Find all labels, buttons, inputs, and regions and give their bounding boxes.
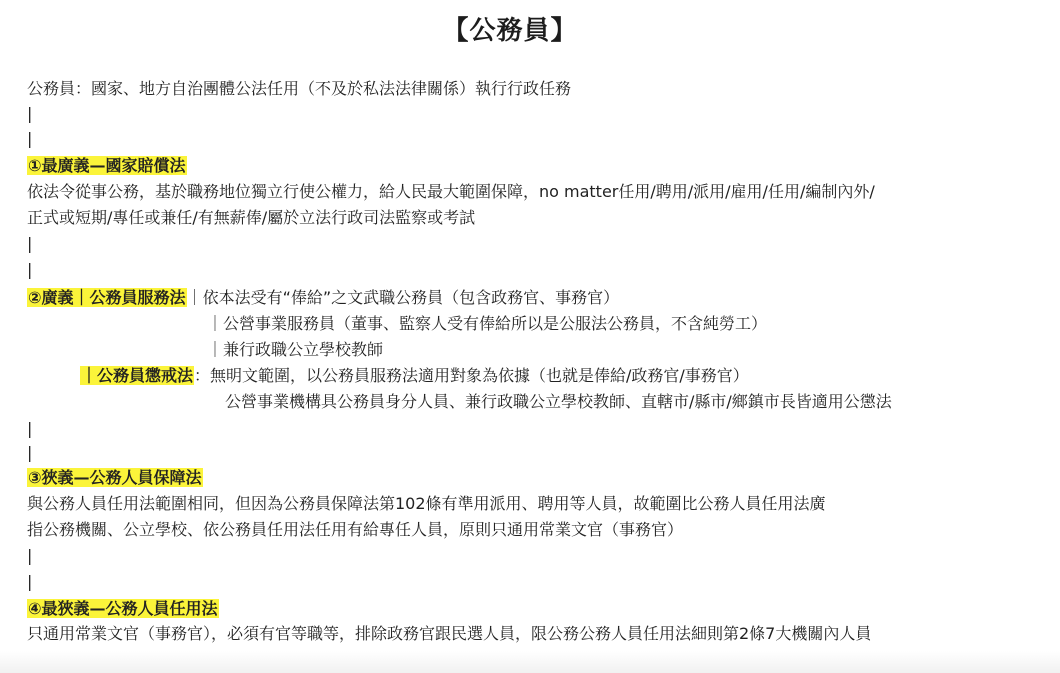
section-heading bbox=[27, 466, 203, 490]
connector-line: | bbox=[27, 129, 33, 148]
section-4-text: 只通用常業文官（事務官），必須有官等職等，排除政務官跟民選人員，限公務公務人員任用法細則第2條7大機關內人員 bbox=[27, 624, 872, 643]
connector-line: | bbox=[27, 260, 33, 279]
section-2-sub-heading: ｜公務員懲戒法 bbox=[81, 366, 194, 385]
intro-text: 公務員：國家、地方自治團體公法任用（不及於私法法律關係）執行行政任務 bbox=[27, 79, 572, 98]
connector-line: | bbox=[27, 234, 33, 253]
section-4-heading: ④最狹義—公務人員任用法 bbox=[28, 599, 218, 618]
section-2-text: ｜依本法受有“俸給”之文武職公務員（包含政務官、事務官） bbox=[186, 288, 620, 307]
section-3-heading: ③狹義—公務人員保障法 bbox=[28, 468, 202, 487]
connector-line: | bbox=[27, 546, 33, 565]
section-2-text: ｜兼行政職公立學校教師 bbox=[207, 340, 384, 359]
section-1-text: 依法令從事公務，基於職務地位獨立行使公權力，給人民最大範圍保障，no matter任用/聘用/派用/雇用/任用/編制內外/ bbox=[27, 182, 875, 201]
section-2-sub-text: ：無明文範圍，以公務員服務法適用對象為依據（也就是俸給/政務官/事務官） bbox=[194, 366, 749, 385]
connector-line: | bbox=[27, 104, 33, 123]
connector-line: | bbox=[27, 572, 33, 591]
connector-line: | bbox=[27, 419, 33, 438]
page-title: 【公務員】 bbox=[442, 16, 578, 46]
section-2-row bbox=[27, 286, 619, 310]
section-3-text: 指公務機關、公立學校、依公務員任用法任用有給專任人員，原則只通用常業文官（事務官） bbox=[27, 520, 684, 539]
section-1-text: 正式或短期/專任或兼任/有無薪俸/屬於立法行政司法監察或考試 bbox=[27, 208, 476, 227]
section-2-text: ｜公營事業服務員（董事、監察人受有俸給所以是公服法公務員，不含純勞工） bbox=[207, 314, 768, 333]
section-1-heading: ①最廣義—國家賠償法 bbox=[28, 156, 186, 175]
section-2-heading: ②廣義｜公務員服務法 bbox=[28, 288, 186, 307]
section-2-sub-row bbox=[80, 364, 749, 388]
connector-line: | bbox=[27, 443, 33, 462]
bottom-fade bbox=[0, 651, 1060, 673]
section-2-sub-text: 公營事業機構具公務員身分人員、兼行政職公立學校教師、直轄市/縣市/鄉鎮市長皆適用公懲法 bbox=[225, 392, 892, 411]
section-3-text: 與公務人員任用法範圍相同，但因為公務員保障法第102條有準用派用、聘用等人員，故範圍比公務人員任用法廣 bbox=[27, 494, 826, 513]
section-heading bbox=[27, 597, 219, 621]
section-heading bbox=[27, 154, 187, 178]
